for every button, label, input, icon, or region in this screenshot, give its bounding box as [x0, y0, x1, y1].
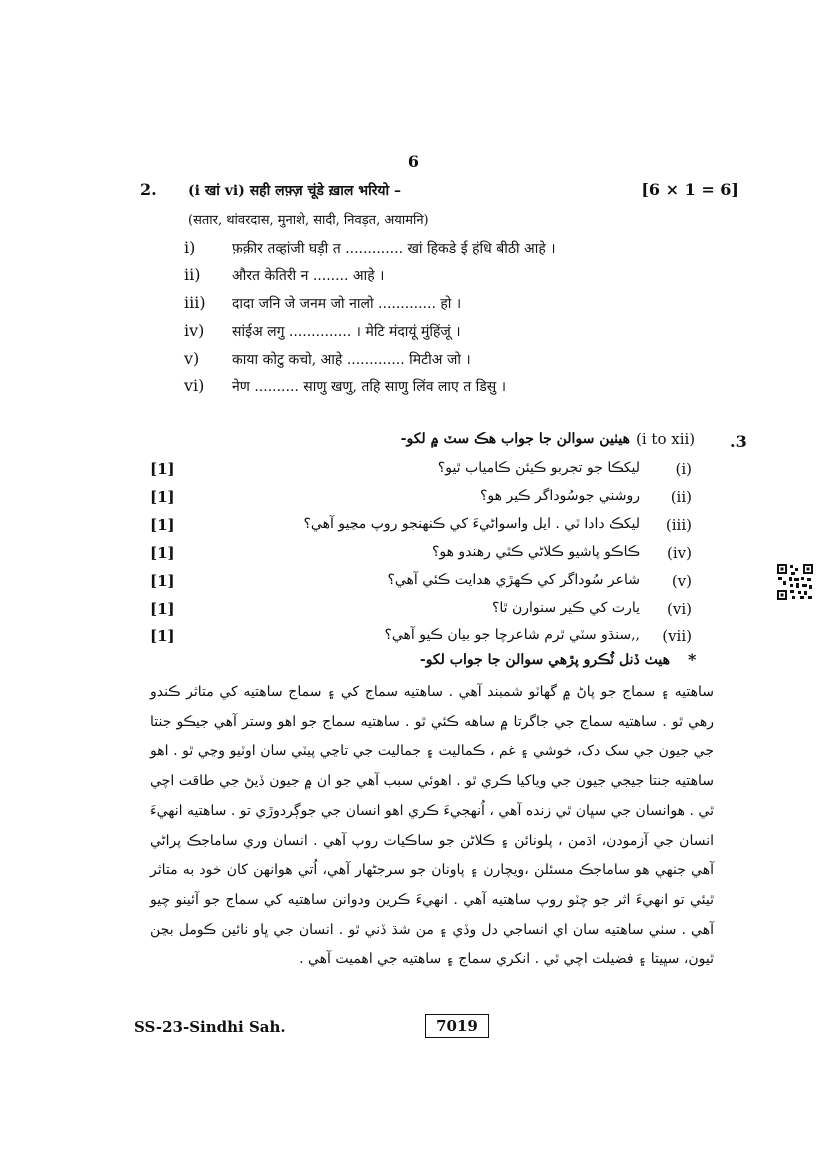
q2-item: [184, 238, 684, 258]
question-2-marks: [6 × 1 = 6]: [641, 180, 739, 199]
q2-item-text: फ़क़ीर तव्हांजी घड़ी त ............. खां हिकडे ई हंधि बीठी आहे ।: [232, 241, 556, 257]
q3-item-marks: [1]: [150, 516, 175, 534]
q3-item-number: (ii): [670, 488, 692, 506]
q3-item-text: ,,سنڌو سٽي ٿرم شاعرچا جو بيان ڪيو آهي؟: [384, 627, 640, 643]
q3-item-number: (v): [671, 572, 692, 590]
q3-item: [150, 460, 700, 484]
qr-code-icon: [776, 563, 814, 601]
q3-item-number: (vii): [662, 627, 692, 645]
q3-item-text: ليکڪا جو تجربو ڪيئن ڪامياب ٿيو؟: [437, 460, 640, 476]
question-2-number: 2.: [140, 180, 157, 199]
q2-item-text: औरत केतिरी न ........ आहे ।: [232, 268, 385, 284]
q3-item: [150, 516, 700, 540]
q2-item: [184, 321, 684, 341]
q3-item-text: ليکڪ دادا ٽي . ايل واسواڻيءَ کي ڪنهنجو روپ مڃيو آهي؟: [303, 516, 640, 532]
q3-item-text: يارت کي ڪير سنوارن ٿا؟: [491, 600, 640, 616]
question-3-title: هيٺين سوالن جا جواب هڪ سٽ ۾ لکو-: [400, 431, 630, 447]
q3-item-marks: [1]: [150, 488, 175, 506]
q3-item-text: ڪاڪو پاشيو ڪلاڻي ڪٿي رهندو هو؟: [431, 544, 640, 560]
page-code-box: 7019: [425, 1014, 489, 1038]
q3-item-text: شاعر سُوداگر کي ڪهڙي هدايت ڪئي آهي؟: [387, 572, 640, 588]
q2-item: [184, 265, 684, 285]
q3-item: [150, 544, 700, 568]
q3-item-number: (iii): [665, 516, 692, 534]
q3-item-text: روشني جوسُوداگر ڪير هو؟: [479, 488, 640, 504]
q3-item: [150, 572, 700, 596]
page-number: 6: [407, 152, 420, 171]
q2-item-number: v): [184, 349, 200, 368]
q3-item-marks: [1]: [150, 572, 175, 590]
q3-item-number: (vi): [667, 600, 692, 618]
q3-item-number: (i): [675, 460, 692, 478]
q3-item-marks: [1]: [150, 600, 175, 618]
q2-item-number: iii): [184, 293, 206, 312]
q2-item: [184, 349, 684, 369]
q2-item-number: vi): [184, 376, 205, 395]
question-2-title: (i खां vi) सही लफ़्ज़ चूंडे ख़ाल भरियो –: [188, 183, 402, 199]
q3-item-marks: [1]: [150, 460, 175, 478]
q2-item-text: सांईअ लगु .............. । मेटि मंदायूं मुंहिंजूं ।: [232, 324, 461, 340]
q2-item-text: नेण .......... साणु खणु, तहि साणु लिंव लाए त डिसु ।: [232, 379, 507, 395]
question-3-number: .3: [730, 432, 747, 451]
q2-item: [184, 293, 684, 313]
q2-item-text: काया कोटु कचो, आहे ............. मिटीअ जो ।: [232, 352, 471, 368]
q2-item-number: ii): [184, 265, 201, 284]
passage-marker: *: [688, 650, 697, 669]
q3-item-marks: [1]: [150, 544, 175, 562]
q3-item-marks: [1]: [150, 627, 175, 645]
q2-item-number: i): [184, 238, 196, 257]
q3-item-number: (iv): [667, 544, 692, 562]
q2-item-number: iv): [184, 321, 205, 340]
q2-item: [184, 376, 684, 396]
q3-item: [150, 627, 700, 651]
question-3-range: (i to xii): [636, 430, 696, 448]
q3-item: [150, 488, 700, 512]
question-2-word-bank: (सतार, थांवरदास, मुनाशे, सादी, निवड़त, अयामनि): [188, 213, 429, 228]
q3-item: [150, 600, 700, 624]
q2-item-text: दादा जनि जे जनम जो नालो ............. हो ।: [232, 296, 462, 312]
passage-title: هيٺ ڏنل ٽُڪرو پڙهي سوالن جا جواب لکو-: [419, 652, 670, 668]
paper-code: SS-23-Sindhi Sah.: [134, 1018, 286, 1036]
passage-text: ساهتيه ۽ سماج جو پاڻ ۾ گهاٽو شمبند آهي . ساهتيه سماج کي ۽ سماج ساهتيه کي متاثر ڪندو رهي ٿو . ساهتيه سماج جي جاگرتا ۾ ساهه ڪئي ٿو . ساهتيه سماج جو اهو وستر آهي جيڪو جنتا جي جيون جي سک دک، خوشي ۽ غم ، ڪماليت ۽ جماليت جي تاڃي پيٽي سان اوٽيو وڃي ٿو . اهو ساهتيه جنتا جيجي جيون جي وياکيا ڪري ٿو . اهوئي سبب آهي جو ان ۾ جيون ڏيڻ جي طاقت اچي ٿي . هوانسان جي سڀان ٿي زنده آهي ، اُنهجيءَ ڪري اهو انسان جي جوڳردوڙي تو . ساهتيه انهيءَ انسان جي آزمودن، اڌمن ، پلونائن ۽ ڪلاڻن جو ساڪيات روپ آهي . انسان وري ساماجڪ پراڻي آهي جنهي هو ساماجڪ مسئلن ،ويچارن ۽ پاونان جو سرجڻهار آهي، اُتي هوانهن کان خود به متاثر ٿيئي تو انهيءَ اثر جو چٽو روپ ساهتيه آهي . انهيءَ ڪرين ودوانن ساهتيه کي سماج جو آئينو چيو آهي . سٺي ساهتيه سان اي انساجي دل وڏي ۽ من شڌ ڏني ٿو . انسان جي ڀاو نائين ڪومل بڃن ٿيون، سڀيتا ۽ فضيلت اچي ٿي . انکري سماج ۽ ساهتيه جي اهميت آهي .: [150, 684, 714, 968]
